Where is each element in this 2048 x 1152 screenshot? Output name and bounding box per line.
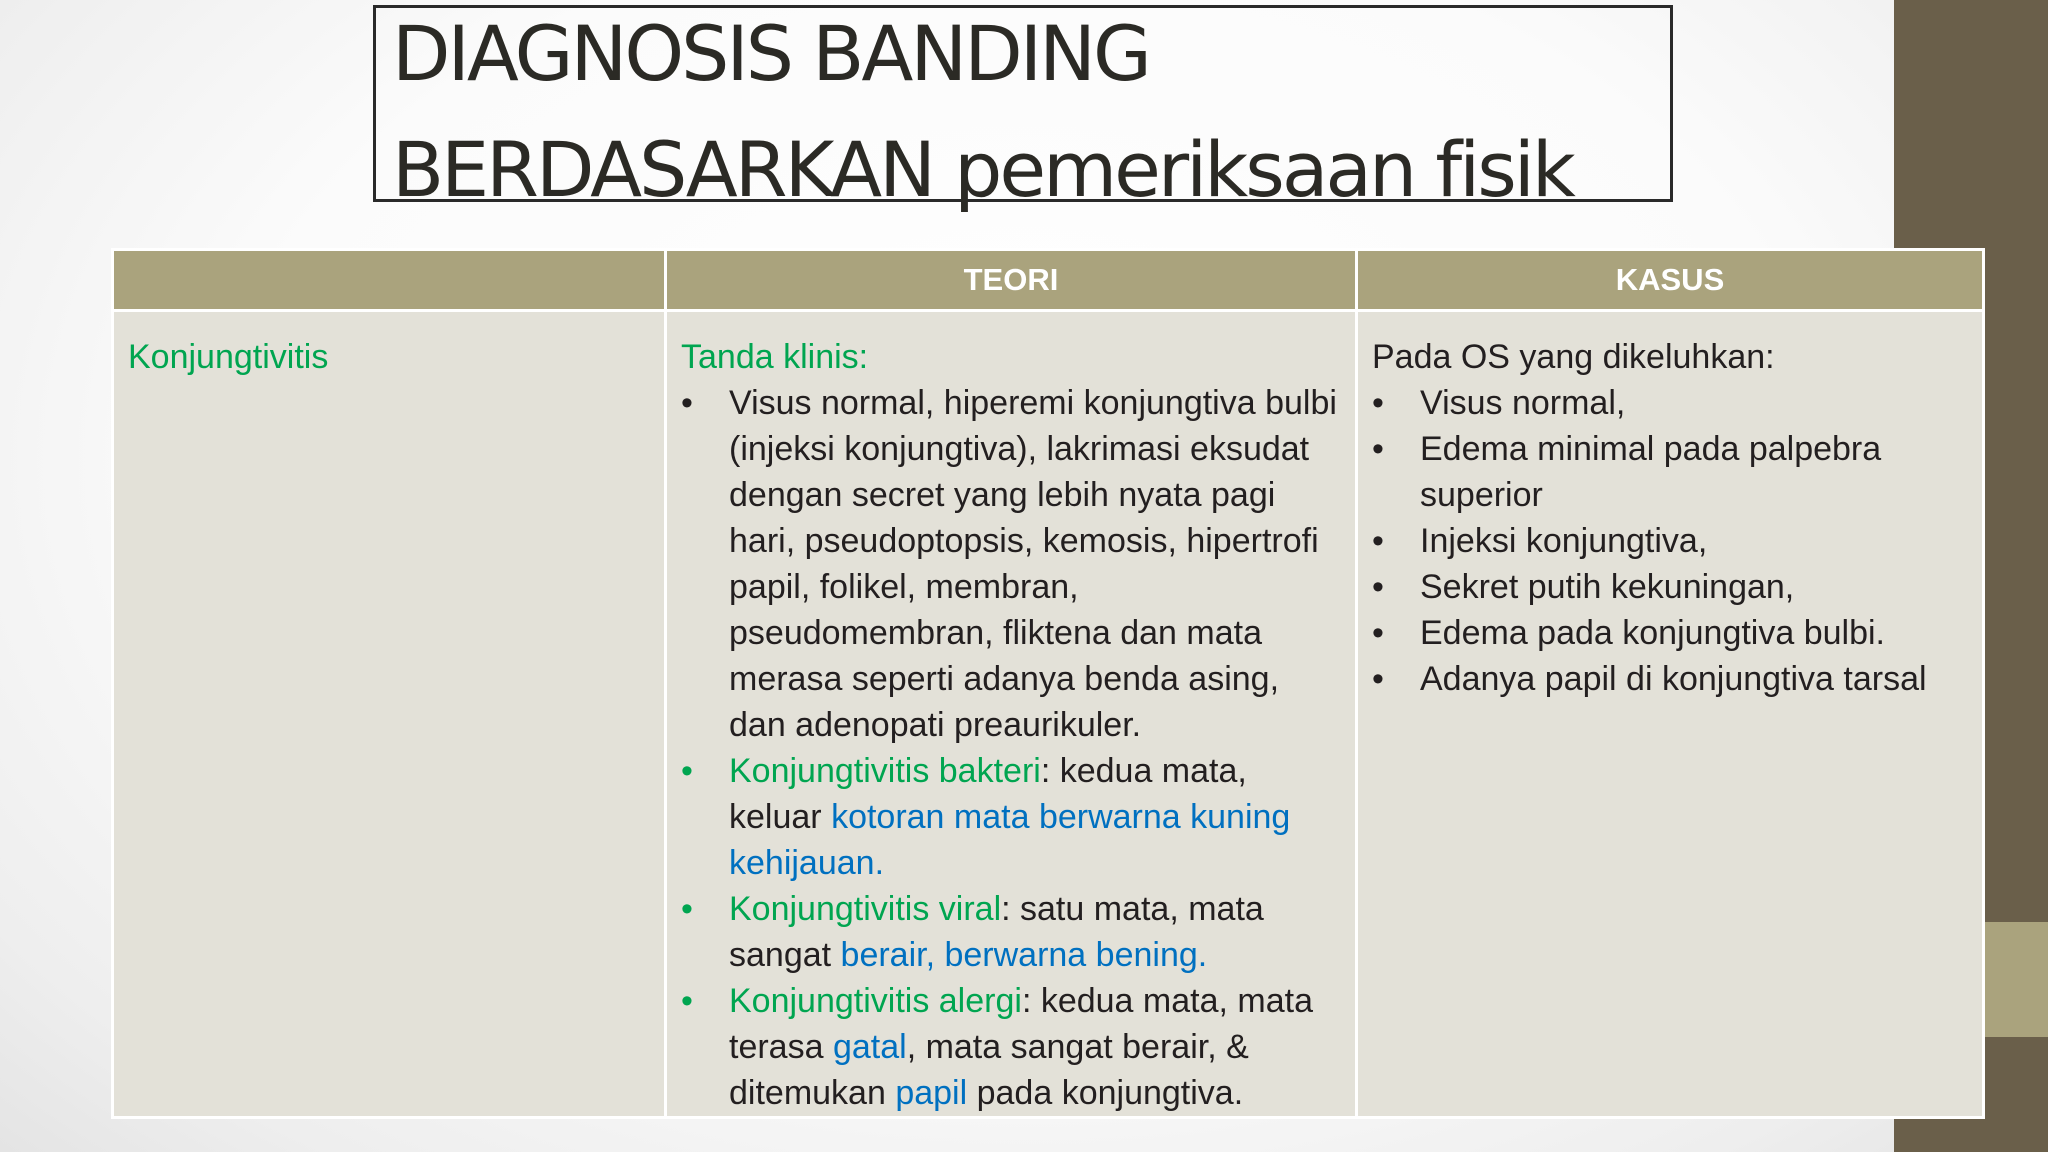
bullet-icon: •	[1372, 384, 1384, 422]
header-kasus: KASUS	[1357, 250, 1984, 311]
bullet-icon: •	[681, 752, 693, 790]
title-line-1: DIAGNOSIS BANDING	[392, 9, 1149, 98]
list-item	[1372, 564, 1968, 610]
alergi-label: Konjungtivitis alergi	[729, 982, 1022, 1020]
table-row	[113, 311, 1984, 1118]
diagnosis-label: Konjungtivitis	[128, 338, 329, 376]
viral-text: : satu mata, mata sangat	[729, 890, 1264, 974]
header-empty	[113, 250, 666, 311]
list-item	[681, 748, 1341, 886]
cell-kasus	[1357, 311, 1984, 1118]
bullet-icon: •	[1372, 522, 1384, 560]
bullet-icon: •	[681, 982, 693, 1020]
kasus-item: Visus normal,	[1420, 384, 1626, 422]
bakteri-highlight: kotoran mata berwarna kuning kehijauan.	[729, 798, 1291, 882]
kasus-list	[1372, 380, 1968, 702]
list-item	[681, 380, 1341, 748]
bullet-icon: •	[1372, 568, 1384, 606]
bullet-icon: •	[1372, 614, 1384, 652]
kasus-item: Injeksi konjungtiva,	[1420, 522, 1708, 560]
bullet-icon: •	[1372, 660, 1384, 698]
list-item	[1372, 610, 1968, 656]
list-item	[1372, 426, 1968, 518]
alergi-highlight-2: papil	[895, 1074, 968, 1112]
list-item	[1372, 656, 1968, 702]
kasus-item: Adanya papil di konjungtiva tarsal	[1420, 660, 1927, 698]
viral-label: Konjungtivitis viral	[729, 890, 1002, 928]
kasus-heading: Pada OS yang dikeluhkan:	[1372, 338, 1775, 376]
list-item	[681, 886, 1341, 978]
alergi-highlight-1: gatal	[832, 1028, 907, 1066]
teori-heading: Tanda klinis:	[681, 338, 869, 376]
teori-list	[681, 380, 1341, 1116]
table-header-row	[113, 250, 1984, 311]
kasus-item: Sekret putih kekuningan,	[1420, 568, 1795, 606]
header-teori: TEORI	[666, 250, 1357, 311]
bakteri-text: : kedua mata, keluar	[729, 752, 1247, 836]
cell-diagnosis	[113, 311, 666, 1118]
diagnosis-table	[111, 248, 1985, 1119]
bullet-icon: •	[681, 384, 693, 422]
list-item	[1372, 380, 1968, 426]
alergi-text-3: pada konjungtiva.	[967, 1074, 1244, 1112]
slide-title	[373, 5, 1673, 214]
kasus-item: Edema minimal pada palpebra superior	[1420, 430, 1882, 514]
bullet-icon: •	[681, 890, 693, 928]
viral-highlight: berair, berwarna bening.	[840, 936, 1208, 974]
alergi-text-2: , mata sangat berair, & ditemukan	[729, 1028, 1249, 1112]
teori-bullet-text: Visus normal, hiperemi konjungtiva bulbi (injeksi konjungtiva), lakrimasi eksudat dengan secret yang lebih nyata pagi hari, pseudoptopsis, kemosis, hipertrofi papil, folikel, membran, pseudomembran, fliktena dan mata merasa seperti adanya benda asing, dan adenopati preaurikuler.	[729, 384, 1337, 744]
cell-teori	[666, 311, 1357, 1118]
alergi-text-1: : kedua mata, mata terasa	[729, 982, 1313, 1066]
bakteri-label: Konjungtivitis bakteri	[729, 752, 1041, 790]
kasus-item: Edema pada konjungtiva bulbi.	[1420, 614, 1885, 652]
list-item	[1372, 518, 1968, 564]
bullet-icon: •	[1372, 430, 1384, 468]
title-line-2: BERDASARKAN pemeriksaan fisik	[392, 125, 1573, 214]
list-item	[681, 978, 1341, 1116]
